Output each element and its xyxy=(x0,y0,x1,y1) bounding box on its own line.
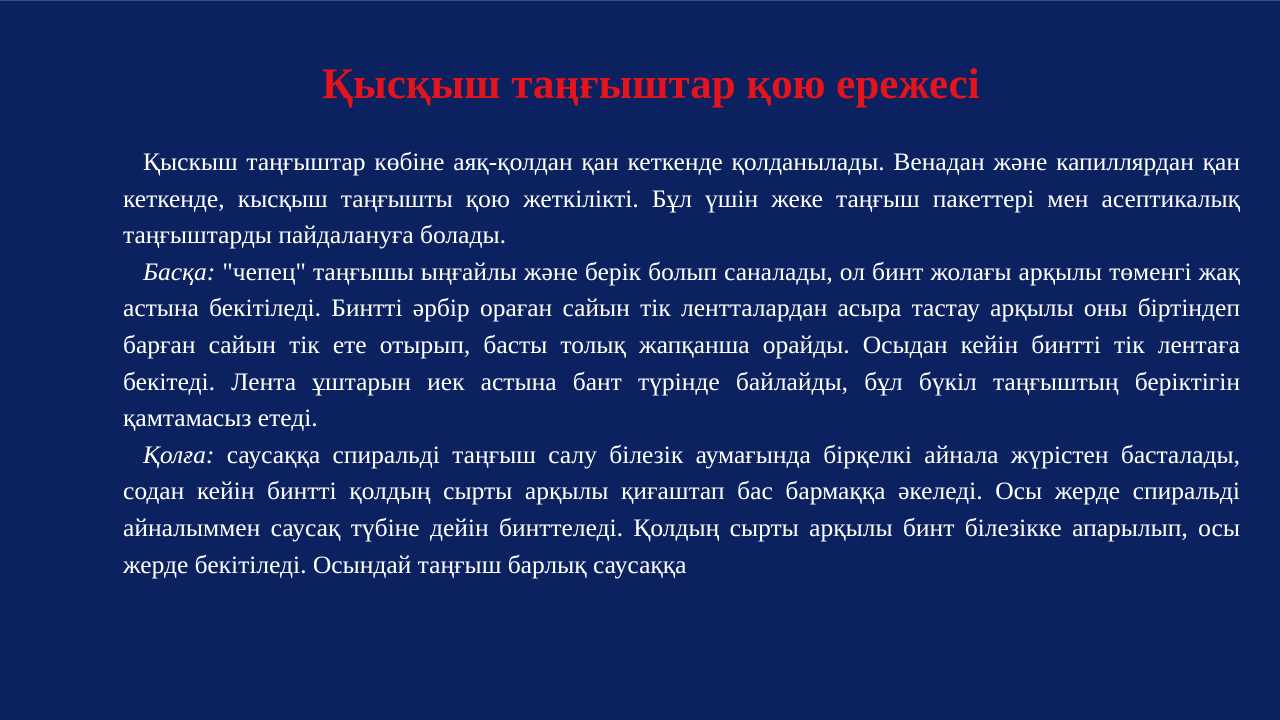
paragraph-hand-text: саусаққа спиральді таңғыш салу білезік аумағында бірқелкі айнала жүрістен басталады, содан кейін бинтті қолдың сырты арқылы қиғаштап бас бармаққа әкеледі. Осы жерде спиральді айналыммен саусақ түбіне дейін бинттеледі. Қолдың сырты арқылы бинт білезікке апарылып, осы жерде бекітіледі. Осындай таңғыш барлық саусаққа xyxy=(123,439,1240,579)
slide-body xyxy=(123,144,1240,583)
paragraph-hand-label: Қолға: xyxy=(143,439,215,469)
paragraph-hand xyxy=(123,437,1240,583)
paragraph-head-text: "чепец" таңғышы ыңғайлы және берік болып саналады, ол бинт жолағы арқылы төменгі жақ астына бекітіледі. Бинтті әрбір ораған сайын тік лентталардан асыра тастау арқылы оны біртіндеп барған сайын тік ете отырып, басты толық жапқанша орайды. Осыдан кейін бинтті тік лентаға бекітеді. Лента ұштарын иек астына бант түрінде байлайды, бұл бүкіл таңғыштың беріктігін қамтамасыз етеді. xyxy=(123,256,1240,433)
slide-title xyxy=(322,58,983,122)
slide-title-trailing-mark: . xyxy=(979,87,984,102)
paragraph-head-label: Басқа: xyxy=(143,256,216,286)
slide-title-text: Қысқыш таңғыштар қою ережесі xyxy=(322,61,980,108)
slide-top-border xyxy=(0,0,1280,1)
paragraph-intro xyxy=(123,144,1240,254)
paragraph-intro-text: Қыскыш таңғыштар көбіне аяқ-қолдан қан кеткенде қолданылады. Венадан және капиллярдан қан кеткенде, кысқыш таңғышты қою жеткілікті. Бұл үшін жеке таңғыш пакеттері мен асептикалық таңғыштарды пайдалануға болады. xyxy=(123,147,1240,250)
paragraph-head xyxy=(123,254,1240,437)
